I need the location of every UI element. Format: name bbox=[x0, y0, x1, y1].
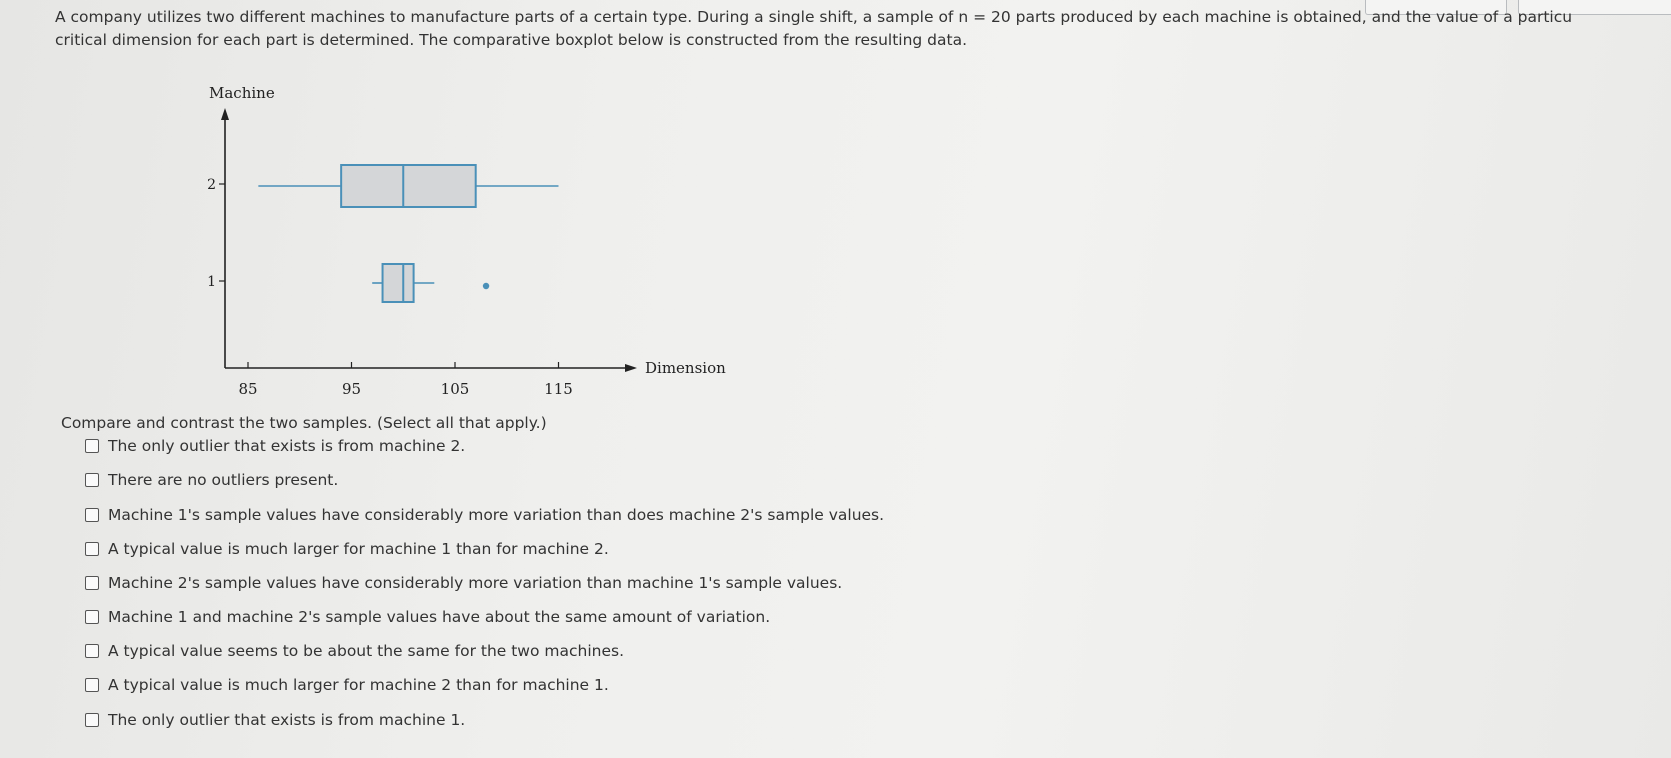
option-label: Machine 2's sample values have considerably more variation than machine 1's sample values. bbox=[108, 574, 843, 592]
question-text bbox=[55, 6, 1671, 52]
y-axis-arrow bbox=[221, 108, 229, 120]
option-1[interactable] bbox=[85, 437, 465, 455]
machine-1-box bbox=[383, 264, 414, 302]
option-9[interactable] bbox=[85, 711, 465, 729]
option-6[interactable] bbox=[85, 608, 770, 626]
option-checkbox[interactable] bbox=[85, 439, 99, 453]
x-axis-arrow bbox=[625, 364, 637, 372]
y-axis-label: Machine bbox=[209, 84, 275, 102]
y-tick-label: 1 bbox=[207, 274, 216, 290]
option-4[interactable] bbox=[85, 540, 609, 558]
option-checkbox[interactable] bbox=[85, 644, 99, 658]
option-label: Machine 1's sample values have considerably more variation than does machine 2's sample values. bbox=[108, 506, 885, 524]
option-label: Machine 1 and machine 2's sample values have about the same amount of variation. bbox=[108, 608, 771, 626]
x-tick-label: 105 bbox=[440, 380, 470, 398]
question-line-1: A company utilizes two different machines to manufacture parts of a certain type. During a single shift, a sample of n = 20 parts produced by each machine is obtained, and the value of a particu bbox=[55, 8, 1573, 26]
option-checkbox[interactable] bbox=[85, 508, 99, 522]
option-label: The only outlier that exists is from machine 1. bbox=[108, 711, 466, 729]
option-8[interactable] bbox=[85, 676, 609, 694]
option-2[interactable] bbox=[85, 471, 338, 489]
prompt-text: Compare and contrast the two samples. (Select all that apply.) bbox=[61, 414, 547, 432]
option-label: The only outlier that exists is from machine 2. bbox=[108, 437, 466, 455]
option-checkbox[interactable] bbox=[85, 713, 99, 727]
option-checkbox[interactable] bbox=[85, 542, 99, 556]
x-tick-label: 95 bbox=[341, 380, 362, 398]
machine-1-outlier-point bbox=[483, 283, 489, 289]
x-tick-label: 85 bbox=[238, 380, 258, 398]
y-tick-label: 2 bbox=[207, 177, 216, 193]
option-3[interactable] bbox=[85, 506, 884, 524]
x-tick-label: 115 bbox=[544, 380, 573, 398]
option-checkbox[interactable] bbox=[85, 473, 99, 487]
option-label: A typical value seems to be about the same for the two machines. bbox=[108, 642, 625, 660]
question-line-2: critical dimension for each part is determined. The comparative boxplot below is constructed from the resulting data. bbox=[55, 31, 968, 49]
option-checkbox[interactable] bbox=[85, 678, 99, 692]
option-7[interactable] bbox=[85, 642, 624, 660]
option-label: There are no outliers present. bbox=[108, 471, 339, 489]
option-label: A typical value is much larger for machine 2 than for machine 1. bbox=[108, 676, 609, 694]
x-axis-label: Dimension bbox=[645, 359, 726, 377]
option-5[interactable] bbox=[85, 574, 842, 592]
option-checkbox[interactable] bbox=[85, 610, 99, 624]
comparative-boxplot bbox=[180, 78, 760, 408]
option-checkbox[interactable] bbox=[85, 576, 99, 590]
option-label: A typical value is much larger for machine 1 than for machine 2. bbox=[108, 540, 609, 558]
machine-2-box bbox=[341, 165, 476, 207]
